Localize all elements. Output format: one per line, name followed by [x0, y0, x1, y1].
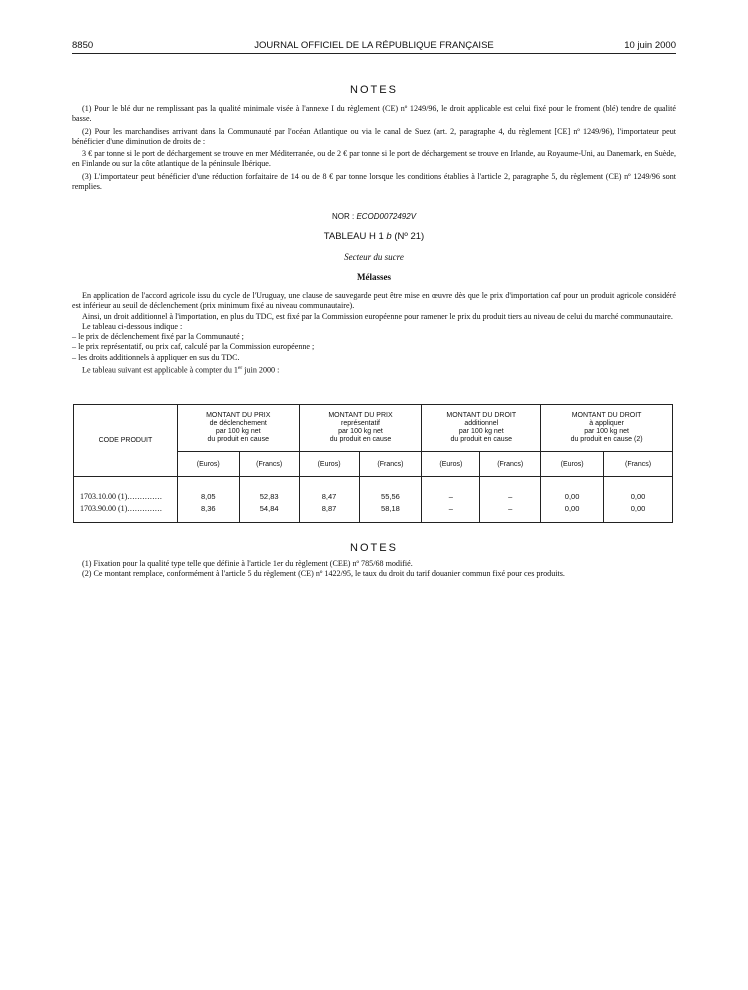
cell-value: 0,00	[630, 492, 646, 501]
header-line: par 100 kg net	[338, 428, 383, 435]
product-label: Mélasses	[357, 272, 391, 282]
header-representative-price	[299, 405, 422, 452]
header-line: par 100 kg net	[215, 428, 261, 435]
note-item: (1) Fixation pour la qualité type telle que définie à l'article 1er du règlement (CEE) nº 785/68 modifié.	[82, 559, 413, 568]
value-cell	[299, 477, 359, 523]
cell-value: 0,00	[630, 503, 646, 513]
header-applicable-duty	[541, 405, 673, 452]
product-code: 1703.90.00 (1)	[80, 503, 128, 513]
intro-paragraph: Ainsi, un droit additionnel à l'importation, en plus du TDC, est fixé par la Commission européenne pour ramener le prix du produit tiers au niveau de celui du marché communautaire.	[82, 311, 673, 321]
header-additional-duty	[422, 405, 541, 452]
header-line: du produit en cause (2)	[570, 436, 643, 443]
cell-value: 8,36	[200, 503, 216, 513]
table-body-row	[74, 477, 673, 523]
sector-label: Secteur du sucre	[344, 252, 404, 262]
header-line: du produit en cause	[450, 436, 513, 443]
value-cell	[177, 477, 239, 523]
intro-list-item: – les droits additionnels à appliquer en sus du TDC.	[72, 352, 240, 362]
unit-header: (Euros)	[422, 452, 480, 477]
cell-value: –	[448, 492, 453, 501]
notes-bottom	[72, 559, 676, 580]
cell-value: 55,56	[381, 492, 400, 501]
cell-value: 58,18	[381, 503, 400, 513]
cell-value: 8,05	[200, 492, 216, 501]
note-item: 3 € par tonne si le port de déchargement se trouve en mer Méditerranée, ou de 2 € par tonne si le port de déchargement se trouve en Irlande, au Royaume-Uni, au Danemark, en Suède, en Finlande ou sur la côte atlantique de la péninsule Ibérique.	[72, 149, 676, 169]
table-row-code: 1703.90.00 (1)..............	[80, 503, 163, 513]
header-trigger-price	[177, 405, 299, 452]
intro-list-item: – le prix de déclenchement fixé par la Communauté ;	[72, 332, 244, 342]
cell-value: 8,87	[321, 503, 337, 513]
cell-value: 0,00	[564, 503, 580, 513]
tableau-title-prefix: TABLEAU H 1	[323, 231, 384, 242]
header-line: à appliquer	[589, 420, 624, 427]
mollasses-price-table	[73, 404, 673, 523]
code-header: CODE PRODUIT	[74, 405, 178, 477]
cell-value: 0,00	[564, 492, 580, 501]
header-line: par 100 kg net	[458, 428, 504, 435]
header-line: représentatif	[341, 420, 380, 427]
table-row-code: 1703.10.00 (1)..............	[80, 492, 163, 501]
header-line: du produit en cause	[207, 436, 269, 443]
header-line: additionnel	[464, 420, 499, 427]
tableau-title	[72, 231, 676, 242]
cell-value: 8,47	[321, 492, 337, 501]
product-codes-cell	[74, 477, 178, 523]
intro-paragraph: En application de l'accord agricole issu du cycle de l'Uruguay, une clause de sauvegarde peut être mise en œuvre dès que le prix d'importation caf pour un produit agricole considéré est inférieur au seuil de déclenchement (prix minimum fixé au niveau communautaire).	[72, 291, 676, 311]
product-code: 1703.10.00 (1)	[80, 492, 128, 501]
unit-header: (Francs)	[239, 452, 299, 477]
value-cell	[541, 477, 604, 523]
nor-code: ECOD0072492V	[356, 212, 417, 221]
cell-value: –	[508, 492, 513, 501]
tableau-title-b: b	[386, 231, 392, 242]
journal-title: JOURNAL OFFICIEL DE LA RÉPUBLIQUE FRANÇAISE	[254, 40, 494, 51]
issue-date: 10 juin 2000	[624, 40, 676, 51]
value-cell	[422, 477, 480, 523]
unit-header: (Euros)	[541, 452, 604, 477]
unit-header: (Francs)	[604, 452, 673, 477]
note-item: (3) L'importateur peut bénéficier d'une réduction forfaitaire de 14 ou de 8 € par tonne lorsque les conditions établies à l'article 2, paragraphe 5, du règlement (CE) nº 1249/96 sont remplies.	[72, 171, 676, 192]
notes-title-top: NOTES	[350, 84, 398, 96]
page-number: 8850	[72, 40, 94, 51]
cell-value: –	[508, 503, 513, 513]
header-line: par 100 kg net	[584, 428, 629, 435]
notes-title-bottom: NOTES	[350, 542, 398, 554]
value-cell	[480, 477, 541, 523]
unit-header: (Francs)	[480, 452, 541, 477]
intro-paragraph: Le tableau ci-dessous indique :	[82, 321, 183, 331]
value-cell	[239, 477, 299, 523]
value-cell	[359, 477, 422, 523]
note-item: (2) Pour les marchandises arrivant dans la Communauté par l'océan Atlantique ou via le canal de Suez (art. 2, paragraphe 4, du règlement [CE] nº 1249/96), l'importateur peut bénéficier d'une diminution de droits de :	[72, 126, 676, 146]
unit-header: (Euros)	[177, 452, 239, 477]
tableau-title-suffix: (Nº 21)	[394, 231, 425, 242]
cell-value: 54,84	[259, 503, 279, 513]
header-rule	[72, 53, 676, 54]
cell-value: –	[448, 503, 453, 513]
intro-closing: Le tableau suivant est applicable à compter du 1er juin 2000 :	[82, 365, 280, 375]
unit-header: (Euros)	[299, 452, 359, 477]
unit-header: (Francs)	[359, 452, 422, 477]
header-line: du produit en cause	[329, 436, 392, 443]
nor-label: NOR :	[331, 212, 355, 221]
intro-text	[72, 291, 676, 376]
header-line: MONTANT DU PRIX	[328, 412, 393, 419]
cell-value: 52,83	[259, 492, 279, 501]
note-item: (2) Ce montant remplace, conformément à l'article 5 du règlement (CE) nº 1422/95, le taux du droit du tarif douanier commun fixé pour ces produits.	[82, 569, 565, 579]
nor-reference	[72, 212, 676, 221]
intro-list-item: – le prix représentatif, ou prix caf, calculé par la Commission européenne ;	[72, 342, 315, 352]
note-item: (1) Pour le blé dur ne remplissant pas la qualité minimale visée à l'annexe I du règlement (CE) nº 1249/96, le droit applicable est celui fixé pour le froment (blé) tendre de qualité basse.	[72, 104, 676, 124]
header-line: MONTANT DU DROIT	[571, 412, 642, 419]
header-line: de déclenchement	[209, 420, 267, 427]
value-cell	[604, 477, 673, 523]
header-line: MONTANT DU PRIX	[206, 412, 271, 419]
header-line: MONTANT DU DROIT	[446, 412, 517, 419]
notes-top	[72, 104, 676, 192]
